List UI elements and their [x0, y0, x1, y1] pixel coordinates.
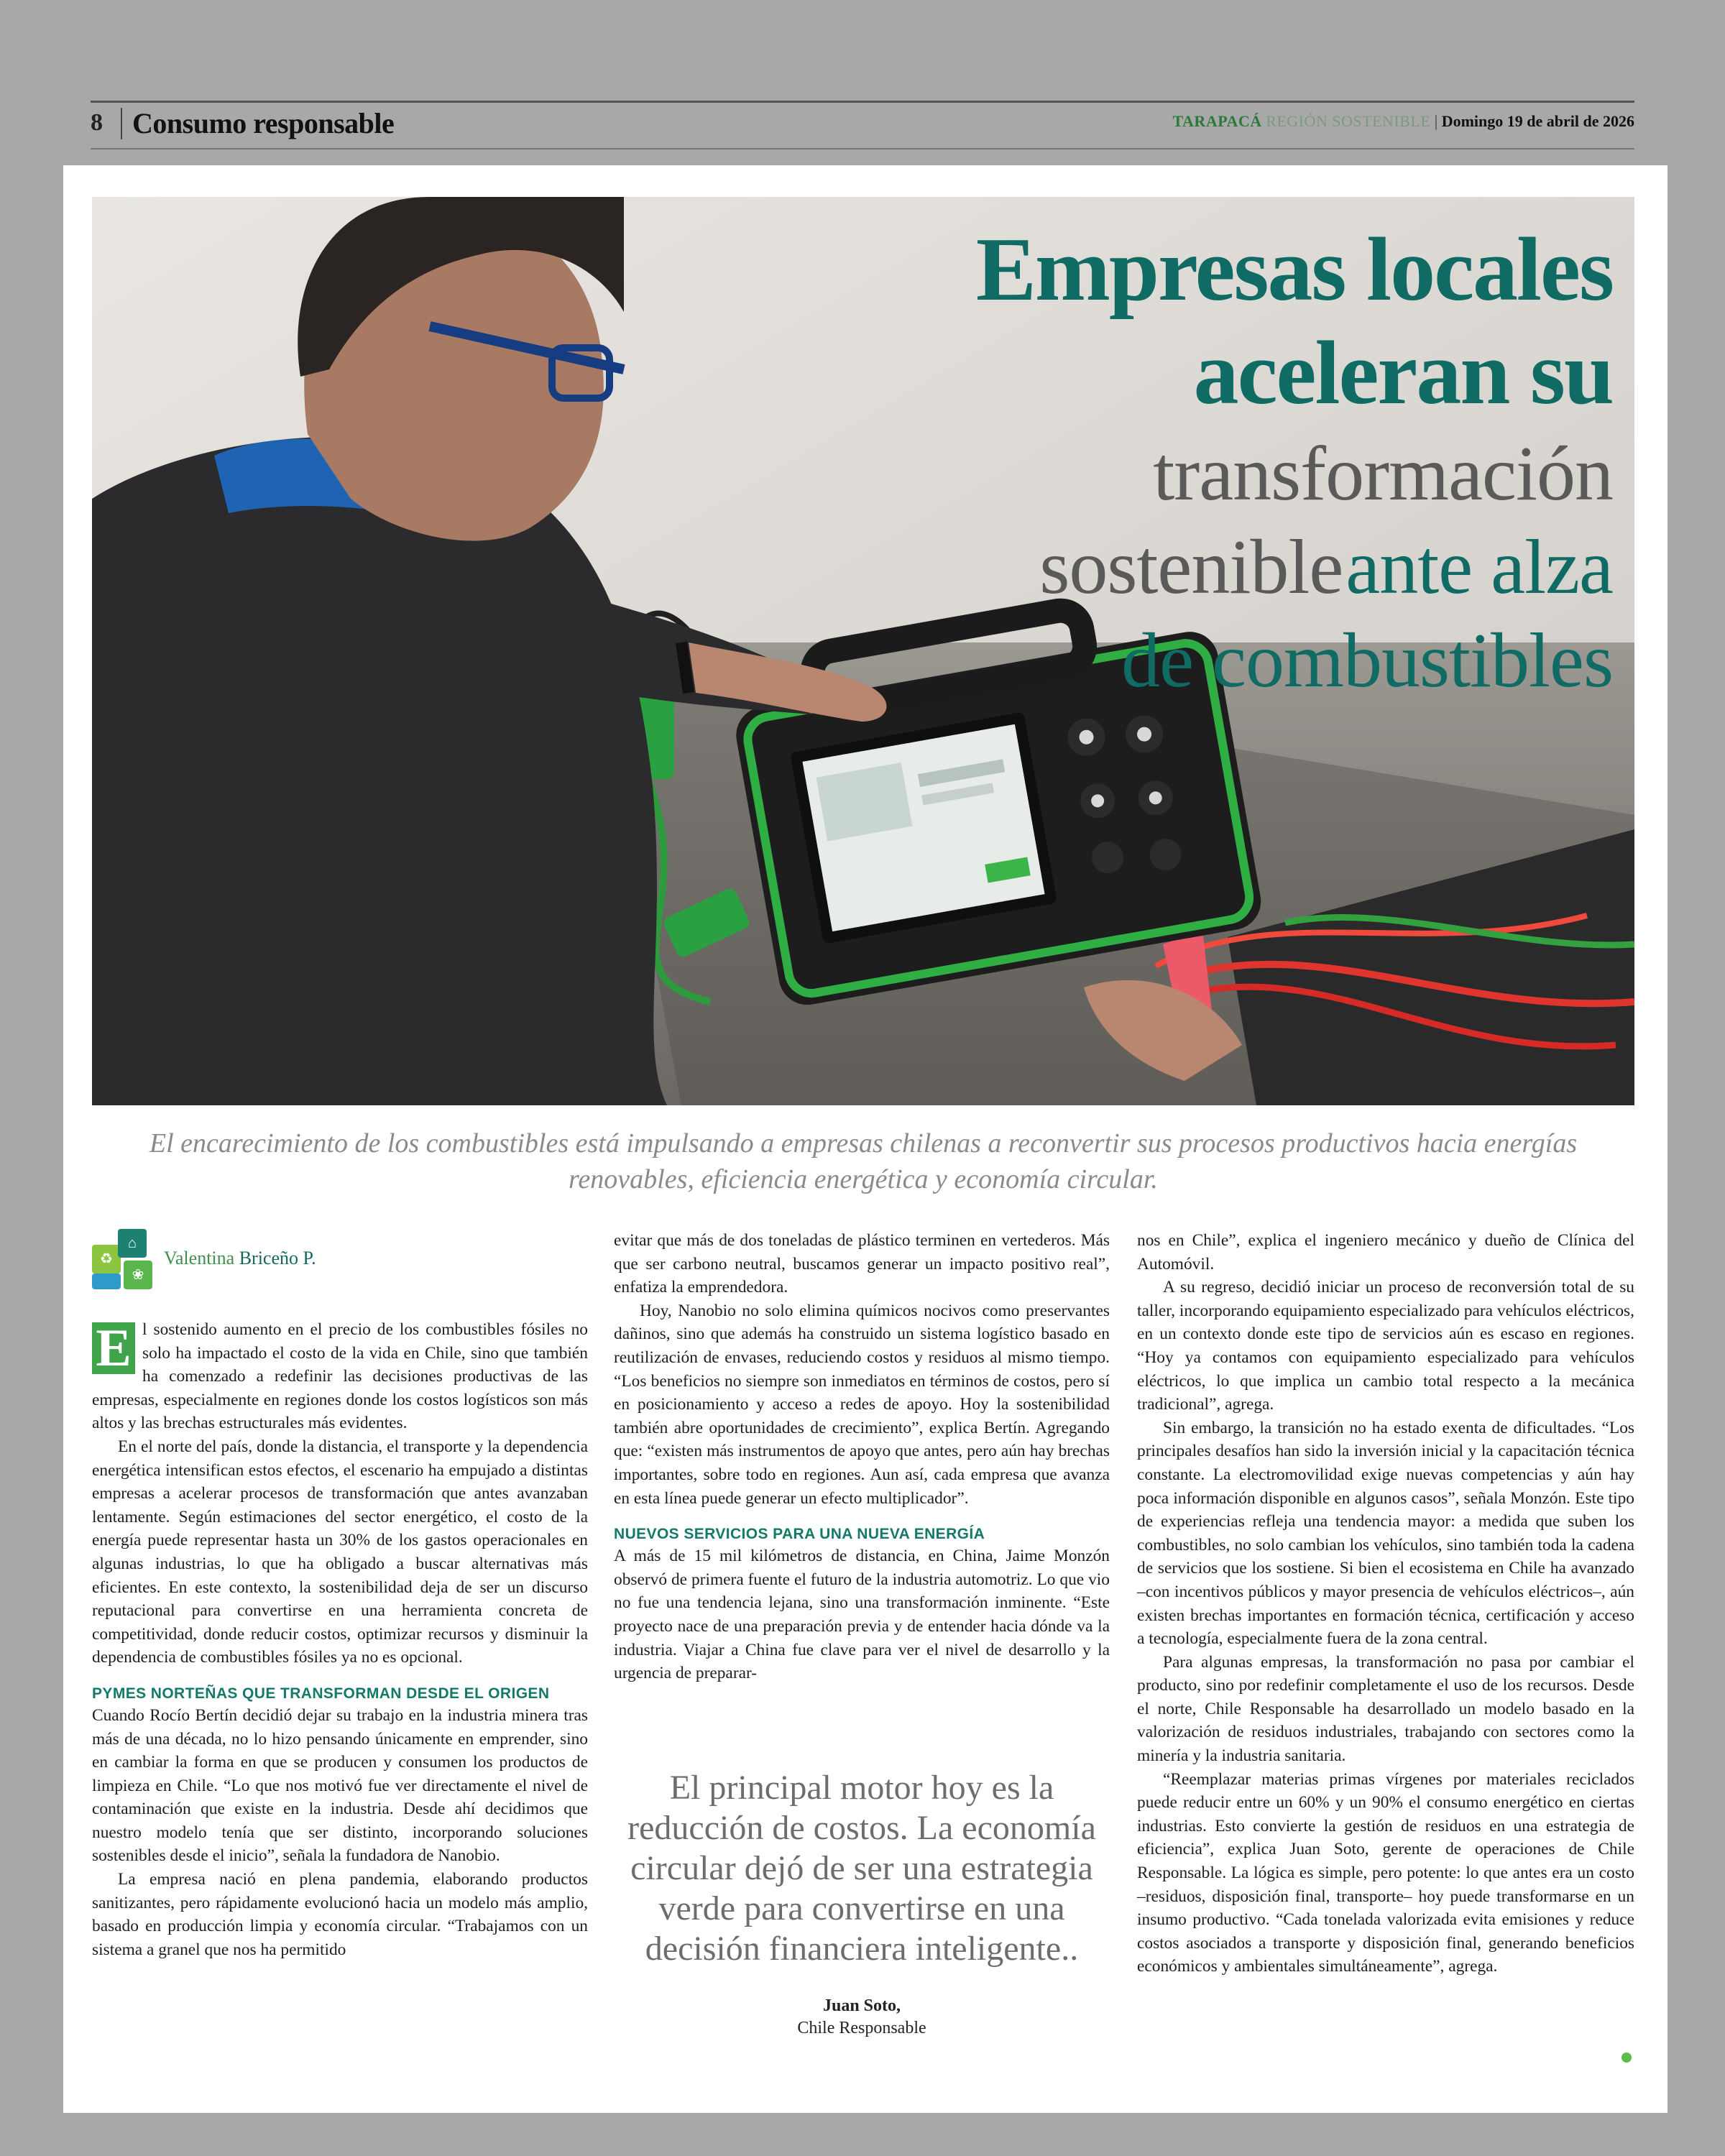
end-of-article-mark — [1622, 2053, 1632, 2063]
header-rule-bottom — [91, 148, 1634, 149]
hero-photo — [92, 197, 1634, 1105]
paragraph: Cuando Rocío Bertín decidió dejar su trabajo en la industria minera tras más de una década, no lo hizo pensando únicamente en emprender, sino en cambiar la forma en que se producen y consumen los productos de limpieza en Chile. “Lo que nos motivó fue ver directamente el nivel de contaminación que existe en la industria. Desde ahí decidimos que nuestro modelo tenía que ser distinto, incorporando soluciones sostenibles desde el inicio”, señala la fundadora de Nanobio. — [92, 1705, 588, 1866]
newspaper-page — [63, 165, 1668, 2113]
publication-brand: TARAPACÁ — [1172, 112, 1262, 130]
publication-region: REGIÓN SOSTENIBLE — [1266, 112, 1431, 130]
pull-quote-organization: Chile Responsable — [797, 2019, 926, 2037]
paragraph: evitar que más de dos toneladas de plástico terminen en vertederos. Más que ser carbono neutral, buscamos generar un impacto positivo real”, enfatiza la emprendedora. — [614, 1231, 1110, 1297]
headline-line-1: Empresas locales — [975, 220, 1613, 320]
article-dek: El encarecimiento de los combustibles está impulsando a empresas chilenas a reconvertir sus procesos productivos hacia energías renovables, eficiencia energética y economía circular. — [149, 1128, 1578, 1195]
paragraph: “Reemplazar materias primas vírgenes por materiales reciclados puede reducir entre un 60% y un 90% el consumo energético en ciertas industrias. Esto convierte la gestión de residuos en una estrategia de eficiencia”, explica Juan Soto, gerente de operaciones de Chile Responsable. La lógica es simple, pero potente: lo que antes era un costo –residuos, disposición final, transporte– hoy puede transformarse en un insumo productivo. “Cada tonelada valorizada evita emisiones y reduce costos asociados a transporte y disposición final, generando beneficios económicos y ambientales simultáneamente”, agrega. — [1137, 1769, 1634, 1976]
paragraph: La empresa nació en plena pandemia, elaborando productos sanitizantes, pero rápidamente evolucionó hacia un modelo más amplio, basado en producción limpia y economía circular. “Trabajamos con un sistema a granel que nos ha permitido — [92, 1870, 588, 1959]
paragraph: Sin embargo, la transición no ha estado exenta de dificultades. “Los principales desafíos han sido la inversión inicial y la capacitación técnica constante. La electromovilidad exige nuevas competencias y aún hay poca información disponible en algunos casos”, señala Monzón. Este tipo de experiencias refleja una tendencia mayor: a medida que suben los combustibles, no solo cambian los vehículos, sino también toda la cadena de servicios que los sostiene. Si bien el ecosistema en Chile ha avanzado –con incentivos públicos y mayor presencia de vehículos eléctricos–, aún existen brechas importantes en formación técnica, certificación y acceso a tecnología, especialmente fuera de la zona central. — [1137, 1418, 1634, 1649]
paragraph: Para algunas empresas, la transformación no pasa por cambiar el producto, sino por redefinir completamente el uso de los recursos. Desde el norte, Chile Responsable ha desarrollado un modelo basado en la valorización de residuos industriales, trabajando con sectores como la minería y la industria sanitaria. — [1137, 1652, 1634, 1766]
section-title: Consumo responsable — [132, 107, 395, 139]
sustainability-logo — [92, 1229, 152, 1289]
pull-quote — [614, 1768, 1110, 2038]
drop-cap: E — [92, 1322, 135, 1374]
headline-line-2: aceleran su — [1193, 323, 1613, 423]
paragraph: En el norte del país, donde la distancia, el transporte y la dependencia energética intensifican estos efectos, el escenario ha empujado a distintas empresas a acelerar procesos de transformación que antes avanzaban lentamente. Según estimaciones del sector energético, el costo de la energía puede representar hasta un 30% de los gastos operacionales en algunas industrias, lo que ha obligado a buscar alternativas más eficientes. En este contexto, la sostenibilidad deja de ser un discurso reputacional para convertirse en una herramienta concreta de competitividad, donde reducir costos, optimizar recursos y disminuir la dependencia de combustibles fósiles ya no es opcional. — [92, 1437, 588, 1667]
building-icon: ⌂ — [118, 1229, 147, 1258]
paragraph: nos en Chile”, explica el ingeniero mecánico y dueño de Clínica del Automóvil. — [1137, 1231, 1634, 1273]
subhead: NUEVOS SERVICIOS PARA UNA NUEVA ENERGÍA — [614, 1526, 985, 1543]
paragraph: Hoy, Nanobio no solo elimina químicos nocivos como preservantes dañinos, sino que además ha construido un sistema logístico basado en reutilización de envases, reduciendo costos y residuos al mismo tiempo. “Los beneficios no siempre son inmediatos en términos de costos, pero sí en posicionamiento y acceso a redes de apoyo. Hoy la sostenibilidad también abre oportunidades de crecimiento”, explica Bertín. Agregando que: “existen más instrumentos de apoyo que antes, pero aún hay brechas importantes, sobre todo en regiones. Aun así, cada empresa que avanza en esta línea puede generar un efecto multiplicador”. — [614, 1301, 1110, 1508]
headline-line-4a: sostenible — [1039, 525, 1343, 610]
page-header — [91, 102, 1634, 147]
headline-line-4b: ante alza — [1346, 525, 1613, 610]
lead-text: l sostenido aumento en el precio de los combustibles fósiles no solo ha impactado el costo de la vida en Chile, sino que también ha comenzado a redefinir las decisiones productivas de las empresas, especialmente en regiones donde los costos logísticos son más altos y las brechas estructurales más evidentes. — [92, 1320, 588, 1433]
author-last-name: Briceño P. — [239, 1248, 316, 1268]
paragraph: A más de 15 mil kilómetros de distancia, en China, Jaime Monzón observó de primera fuente el futuro de la industria automotriz. Lo que vio no fue una tendencia lejana, sino una transformación inminente. “Este proyecto nace de una preparación previa y de entender hacia dónde va la industria. Viajar a China fue clave para ver el nivel de desarrollo y la urgencia de preparar- — [614, 1547, 1110, 1683]
header-right: TARAPACÁ REGIÓN SOSTENIBLE | Domingo 19 de abril de 2026 — [1172, 112, 1634, 130]
article-column-3 — [1137, 1229, 1634, 1978]
article-column-2 — [614, 1229, 1110, 1685]
pull-quote-author: Juan Soto, — [822, 1996, 901, 2015]
paragraph — [92, 1318, 588, 1435]
article-column-1 — [92, 1318, 588, 1961]
page-number: 8 — [91, 109, 103, 136]
water-icon — [92, 1273, 121, 1289]
recycle-icon: ♻ — [92, 1245, 121, 1273]
pull-quote-text: El principal motor hoy es la reducción de costos. La economía circular dejó de ser una estrategia verde para convertirse en una decisión financiera inteligente.. — [627, 1769, 1096, 1968]
paragraph: A su regreso, decidió iniciar un proceso de reconversión total de su taller, incorporando equipamiento especializado para vehículos eléctricos, en un contexto donde este tipo de servicios aún es escaso en regiones. “Hoy ya contamos con equipamiento especializado para vehículos eléctricos, lo que implica un cambio total respecto a la mecánica tradicional”, agrega. — [1137, 1278, 1634, 1414]
headline — [729, 218, 1613, 706]
headline-line-3: transformación — [1153, 431, 1613, 517]
author-first-name: Valentina — [164, 1248, 235, 1268]
headline-line-5: de combustibles — [1121, 618, 1613, 704]
subhead: PYMES NORTEÑAS QUE TRANSFORMAN DESDE EL ORIGEN — [92, 1685, 550, 1702]
author-name — [164, 1248, 316, 1269]
leaf-icon: ❀ — [124, 1261, 152, 1289]
header-divider — [121, 108, 122, 139]
issue-date: Domingo 19 de abril de 2026 — [1441, 112, 1634, 130]
